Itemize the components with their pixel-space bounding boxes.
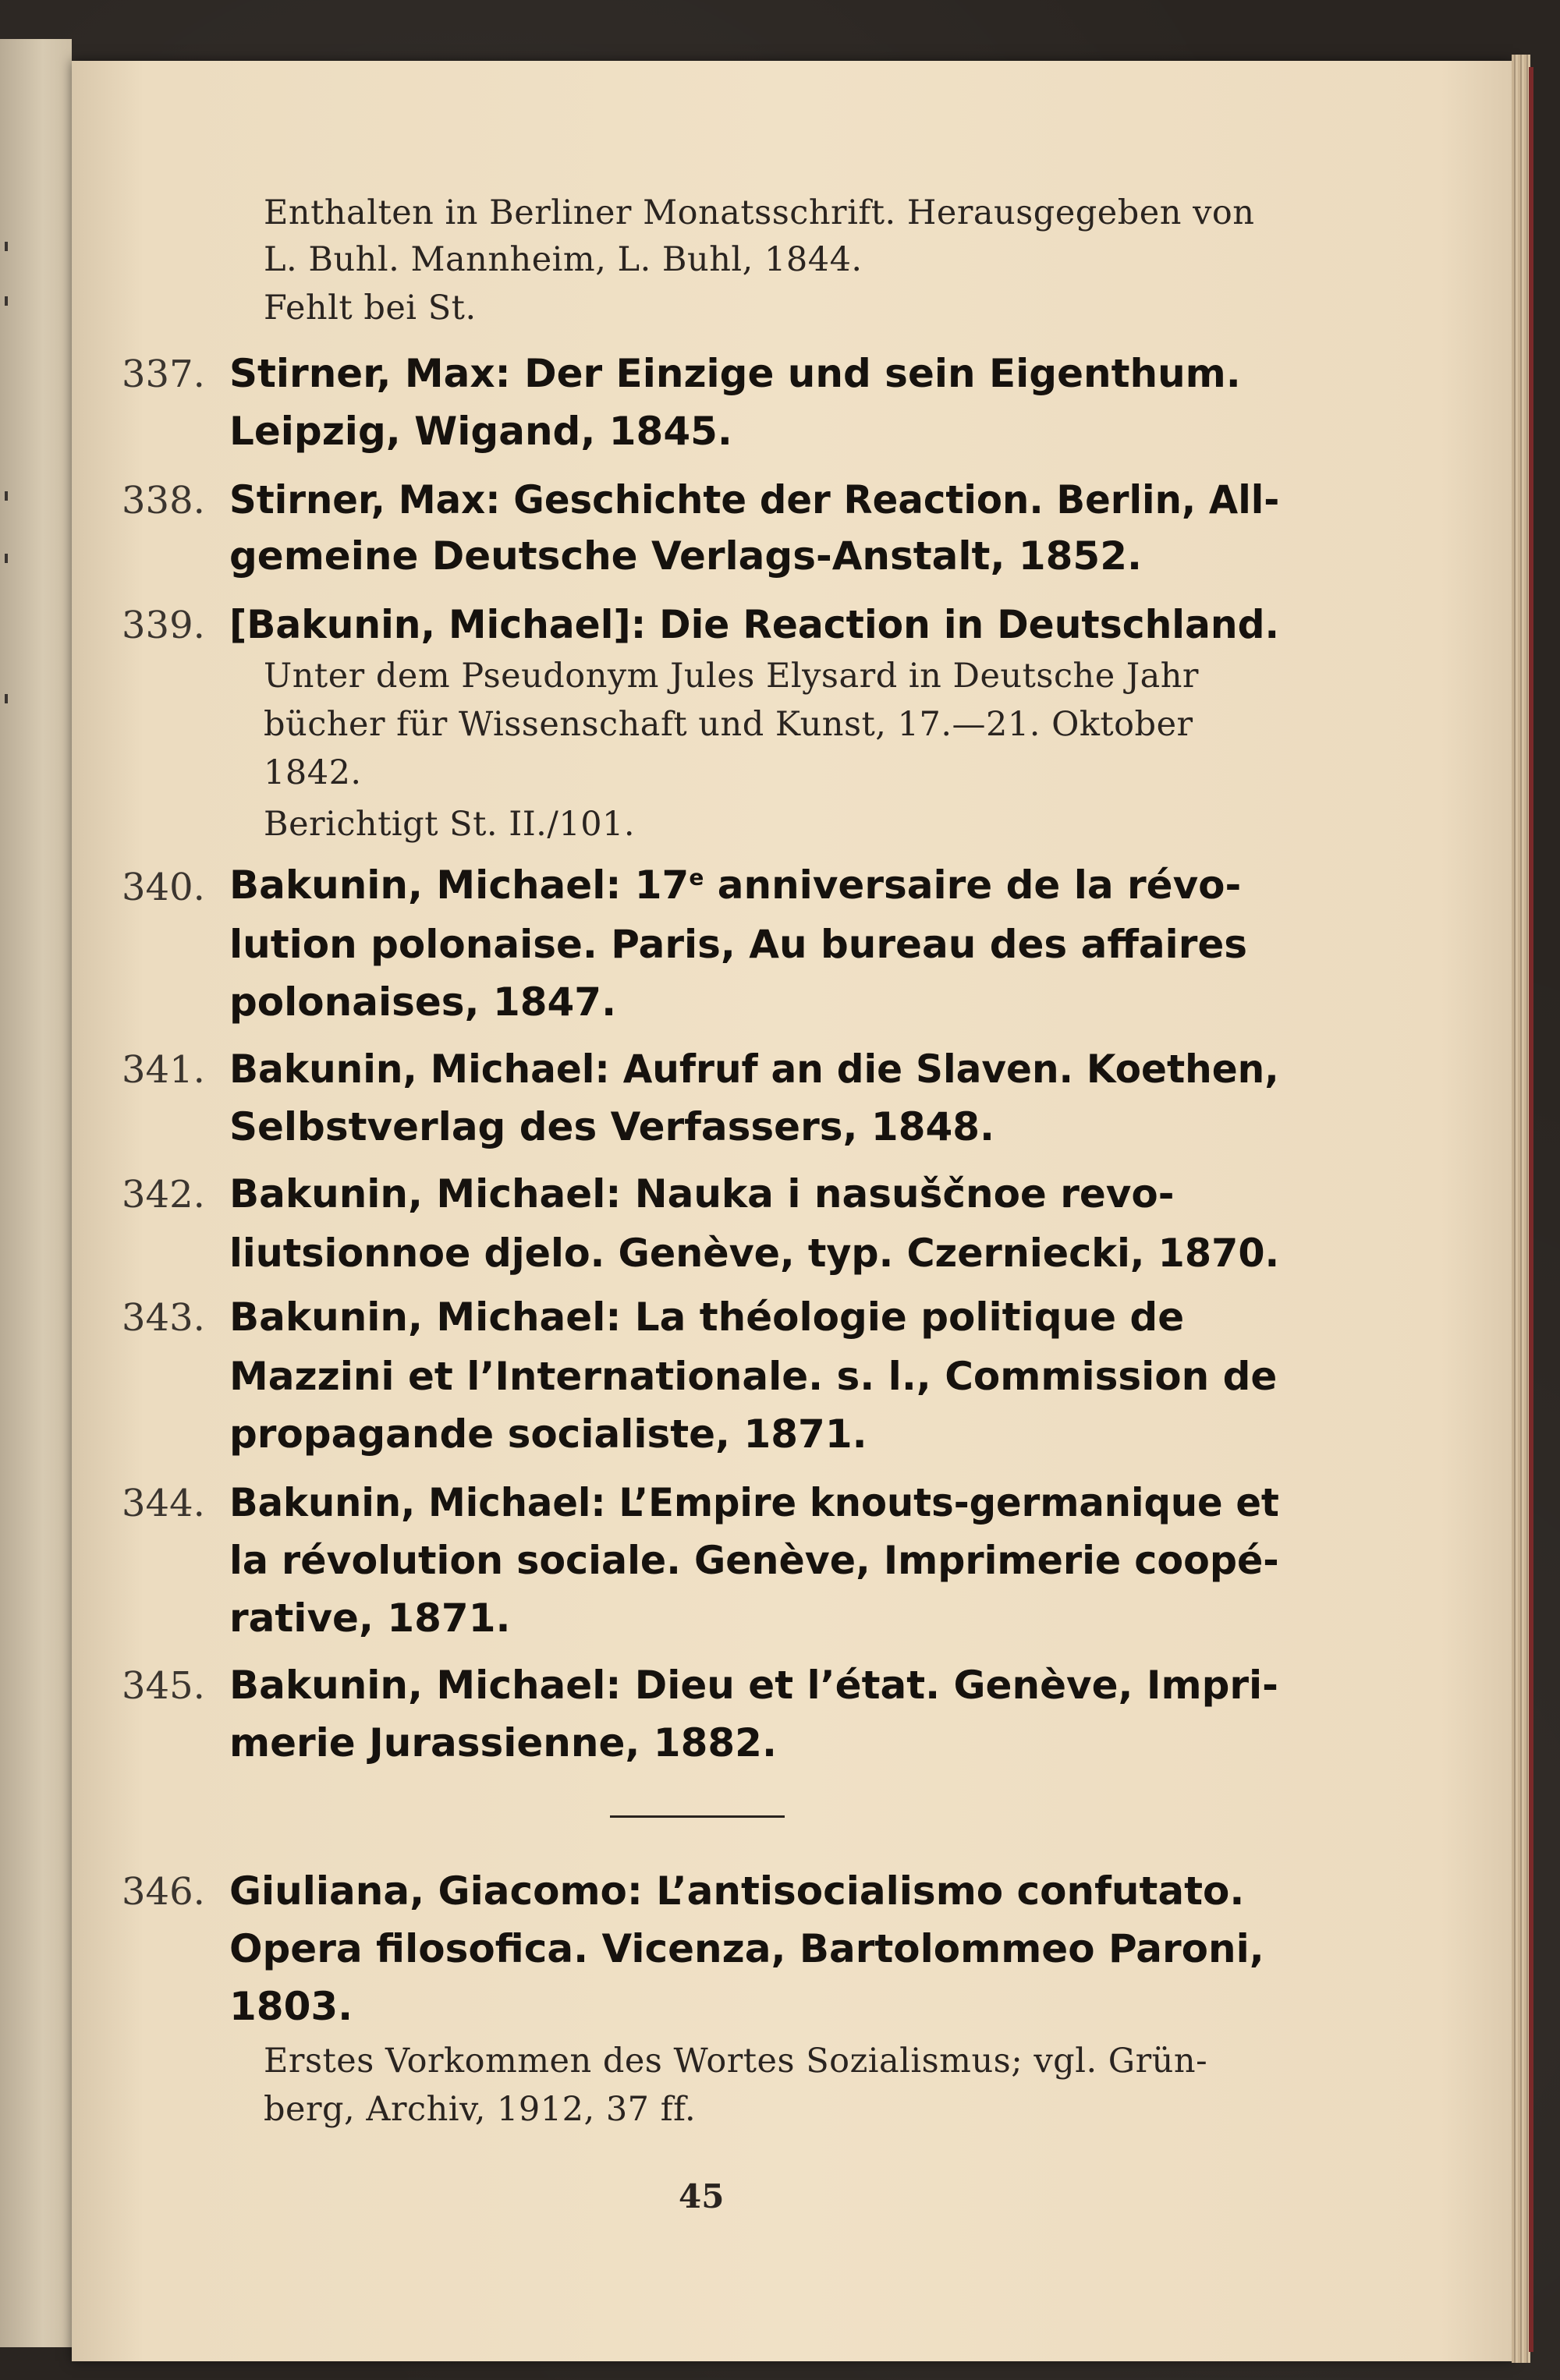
entry-note-line: berg, Archiv, 1912, 37 ff. <box>264 2090 697 2129</box>
entry-line: Bakunin, Michael: L’Empire knouts-germanique et <box>229 1480 1279 1525</box>
entry-line: la révolution sociale. Genève, Imprimerie coopé- <box>229 1538 1279 1583</box>
entry-line: Bakunin, Michael: Aufruf an die Slaven. Koethen, <box>229 1047 1279 1092</box>
entry-line: Giuliana, Giacomo: L’antisocialismo confutato. <box>229 1868 1245 1914</box>
entry-line: 1803. <box>229 1984 353 2029</box>
entry-number: 343. <box>122 1296 205 1340</box>
entry-line: gemeine Deutsche Verlags-Anstalt, 1852. <box>229 533 1142 579</box>
entry-note-line: 1842. <box>264 753 362 792</box>
entry-number: 345. <box>122 1664 205 1708</box>
entry-line-part: Bakunin, Michael: 17 <box>229 862 690 908</box>
entry-line: Bakunin, Michael: La théologie politique de <box>229 1294 1185 1340</box>
entry-number: 344. <box>122 1482 205 1525</box>
entry-line: Selbstverlag des Verfassers, 1848. <box>229 1104 995 1149</box>
entry-line: propagande socialiste, 1871. <box>229 1411 867 1457</box>
entry-number: 341. <box>122 1048 205 1092</box>
entry-line: Stirner, Max: Geschichte der Reaction. Berlin, All- <box>229 477 1280 522</box>
entry-line: Mazzini et l’Internationale. s. l., Commission de <box>229 1354 1278 1399</box>
entry-line: Bakunin, Michael: Nauka i nasuščnoe revo- <box>229 1171 1175 1217</box>
entry-line-part: anniversaire de la révo- <box>704 862 1242 908</box>
entry-line: polonaises, 1847. <box>229 979 617 1025</box>
entry-line <box>229 862 1241 908</box>
entry-note-line: Erstes Vorkommen des Wortes Sozialismus; vgl. Grün- <box>264 2042 1208 2081</box>
entry-number: 337. <box>122 352 205 396</box>
page-number: 45 <box>679 2177 725 2215</box>
entry-number: 338. <box>122 479 205 522</box>
entry-line: [Bakunin, Michael]: Die Reaction in Deutschland. <box>229 602 1279 647</box>
intro-line: Enthalten in Berliner Monatsschrift. Herausgegeben von <box>264 193 1255 232</box>
entry-number: 340. <box>122 866 205 909</box>
entry-number: 342. <box>122 1173 205 1217</box>
entry-line: rative, 1871. <box>229 1596 511 1641</box>
entry-line: merie Jurassienne, 1882. <box>229 1720 777 1766</box>
section-divider <box>610 1815 785 1818</box>
entry-note-line: bücher für Wissenschaft und Kunst, 17.—21. Oktober <box>264 705 1193 744</box>
entry-line: Bakunin, Michael: Dieu et l’état. Genève, Impri- <box>229 1663 1278 1708</box>
entry-note-line: Unter dem Pseudonym Jules Elysard in Deutsche Jahr <box>264 657 1199 696</box>
intro-line: L. Buhl. Mannheim, L. Buhl, 1844. <box>264 240 863 279</box>
entry-number: 346. <box>122 1870 205 1914</box>
intro-line: Fehlt bei St. <box>264 289 477 328</box>
entry-note-line: Berichtigt St. II./101. <box>264 805 636 844</box>
entry-line: Opera filosofica. Vicenza, Bartolommeo Paroni, <box>229 1926 1264 1971</box>
entry-line: liutsionnoe djelo. Genève, typ. Czerniecki, 1870. <box>229 1231 1280 1276</box>
entry-line: lution polonaise. Paris, Au bureau des affaires <box>229 922 1248 967</box>
entry-line: Leipzig, Wigand, 1845. <box>229 409 732 454</box>
entry-number: 339. <box>122 604 205 647</box>
superscript: e <box>689 864 704 891</box>
entry-line: Stirner, Max: Der Einzige und sein Eigenthum. <box>229 351 1241 396</box>
